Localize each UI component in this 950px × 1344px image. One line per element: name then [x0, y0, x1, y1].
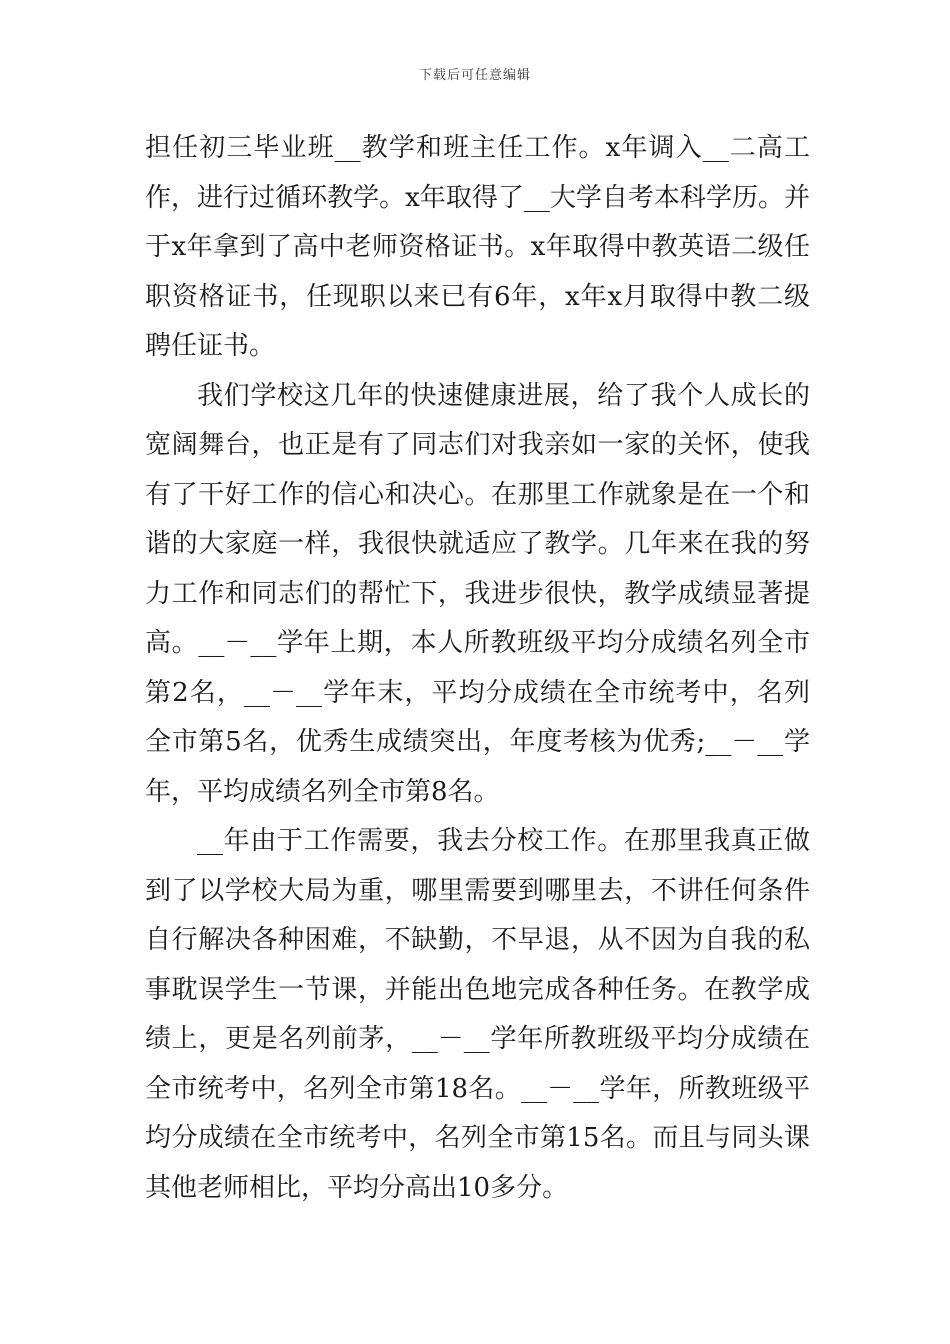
paragraph-3: __年由于工作需要，我去分校工作。在那里我真正做到了以学校大局为重，哪里需要到哪里去，不讲任何条件自行解决各种困难，不缺勤，不早退，从不因为自我的私事耽误学生一节课，并能出色地完成各种任务。在教学成绩上，更是名列前茅，__－__学年所教班级平均分成绩在全市统考中，名列全市第18名。__－__学年，所教班级平均分成绩在全市统考中，名列全市第15名。而且与同头课其他老师相比，平均分高出10多分。: [145, 826, 810, 1203]
paragraph-1: 担任初三毕业班__教学和班主任工作。x年调入__二高工作，进行过循环教学。x年取得了__大学自考本科学历。并于x年拿到了高中老师资格证书。x年取得中教英语二级任职资格证书，任现职以来已有6年，x年x月取得中教二级聘任证书。: [145, 133, 810, 361]
paragraph-2: 我们学校这几年的快速健康进展，给了我个人成长的宽阔舞台，也正是有了同志们对我亲如一家的关怀，使我有了干好工作的信心和决心。在那里工作就象是在一个和谐的大家庭一样，我很快就适应了教学。几年来在我的努力工作和同志们的帮忙下，我进步很快，教学成绩显著提高。__－__学年上期，本人所教班级平均分成绩名列全市第2名，__－__学年末，平均分成绩在全市统考中，名列全市第5名，优秀生成绩突出，年度考核为优秀;__－__学年，平均成绩名列全市第8名。: [145, 380, 810, 807]
header-note: 下载后可任意编辑: [418, 68, 531, 83]
document-body: [145, 124, 810, 1213]
